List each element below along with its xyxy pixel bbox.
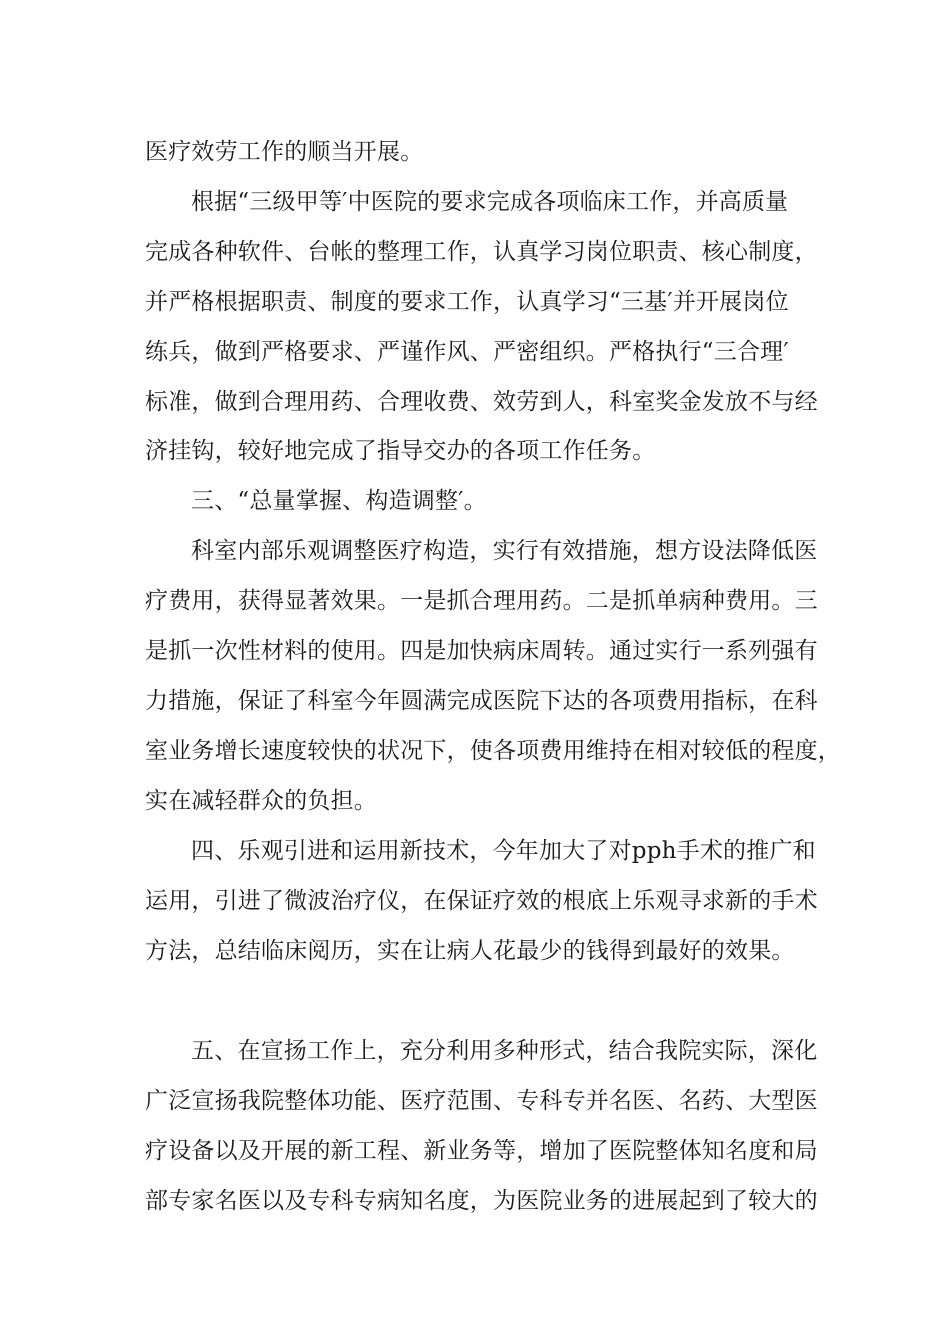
text-line: 部专家名医以及专科专病知名度，为医院业务的进展起到了较大的 — [145, 1188, 818, 1214]
text-line: 四、乐观引进和运用新技术，今年加大了对pph手术的推广和 — [191, 838, 816, 864]
text-line: 并严格根据职责、制度的要求工作，认真学习“三基′并开展岗位 — [145, 289, 789, 315]
text-line: 五、在宣扬工作上，充分利用多种形式，结合我院实际，深化 — [191, 1038, 818, 1064]
text-line: 医疗效劳工作的顺当开展。 — [145, 139, 424, 165]
text-line: 标准，做到合理用药、合理收费、效劳到人，科室奖金发放不与经 — [145, 389, 818, 415]
text-line: 是抓一次性材料的使用。四是加快病床周转。通过实行一系列强有 — [145, 638, 818, 664]
text-line: 济挂钩，较好地完成了指导交办的各项工作任务。 — [145, 438, 656, 464]
text-line: 完成各种软件、台帐的整理工作，认真学习岗位职责、核心制度， — [145, 239, 818, 265]
text-line: 疗费用，获得显著效果。一是抓合理用药。二是抓单病种费用。三 — [145, 588, 818, 614]
section-heading: 三、“总量掌握、构造调整′。 — [191, 488, 487, 514]
text-line: 科室内部乐观调整医疗构造，实行有效措施，想方设法降低医 — [191, 538, 818, 564]
text-line: 室业务增长速度较快的状况下，使各项费用维持在相对较低的程度， — [145, 738, 841, 764]
text-line: 根据“三级甲等′中医院的要求完成各项临床工作，并高质量 — [191, 189, 789, 215]
text-line: 运用，引进了微波治疗仪，在保证疗效的根底上乐观寻求新的手术 — [145, 888, 818, 914]
text-line: 疗设备以及开展的新工程、新业务等，增加了医院整体知名度和局 — [145, 1138, 818, 1164]
text-line: 实在减轻群众的负担。 — [145, 788, 377, 814]
text-line: 练兵，做到严格要求、严谨作风、严密组织。严格执行“三合理′ — [145, 339, 789, 365]
text-line: 方法，总结临床阅历，实在让病人花最少的钱得到最好的效果。 — [145, 938, 795, 964]
text-line: 力措施，保证了科室今年圆满完成医院下达的各项费用指标，在科 — [145, 688, 818, 714]
text-line: 广泛宣扬我院整体功能、医疗范围、专科专并名医、名药、大型医 — [145, 1088, 818, 1114]
